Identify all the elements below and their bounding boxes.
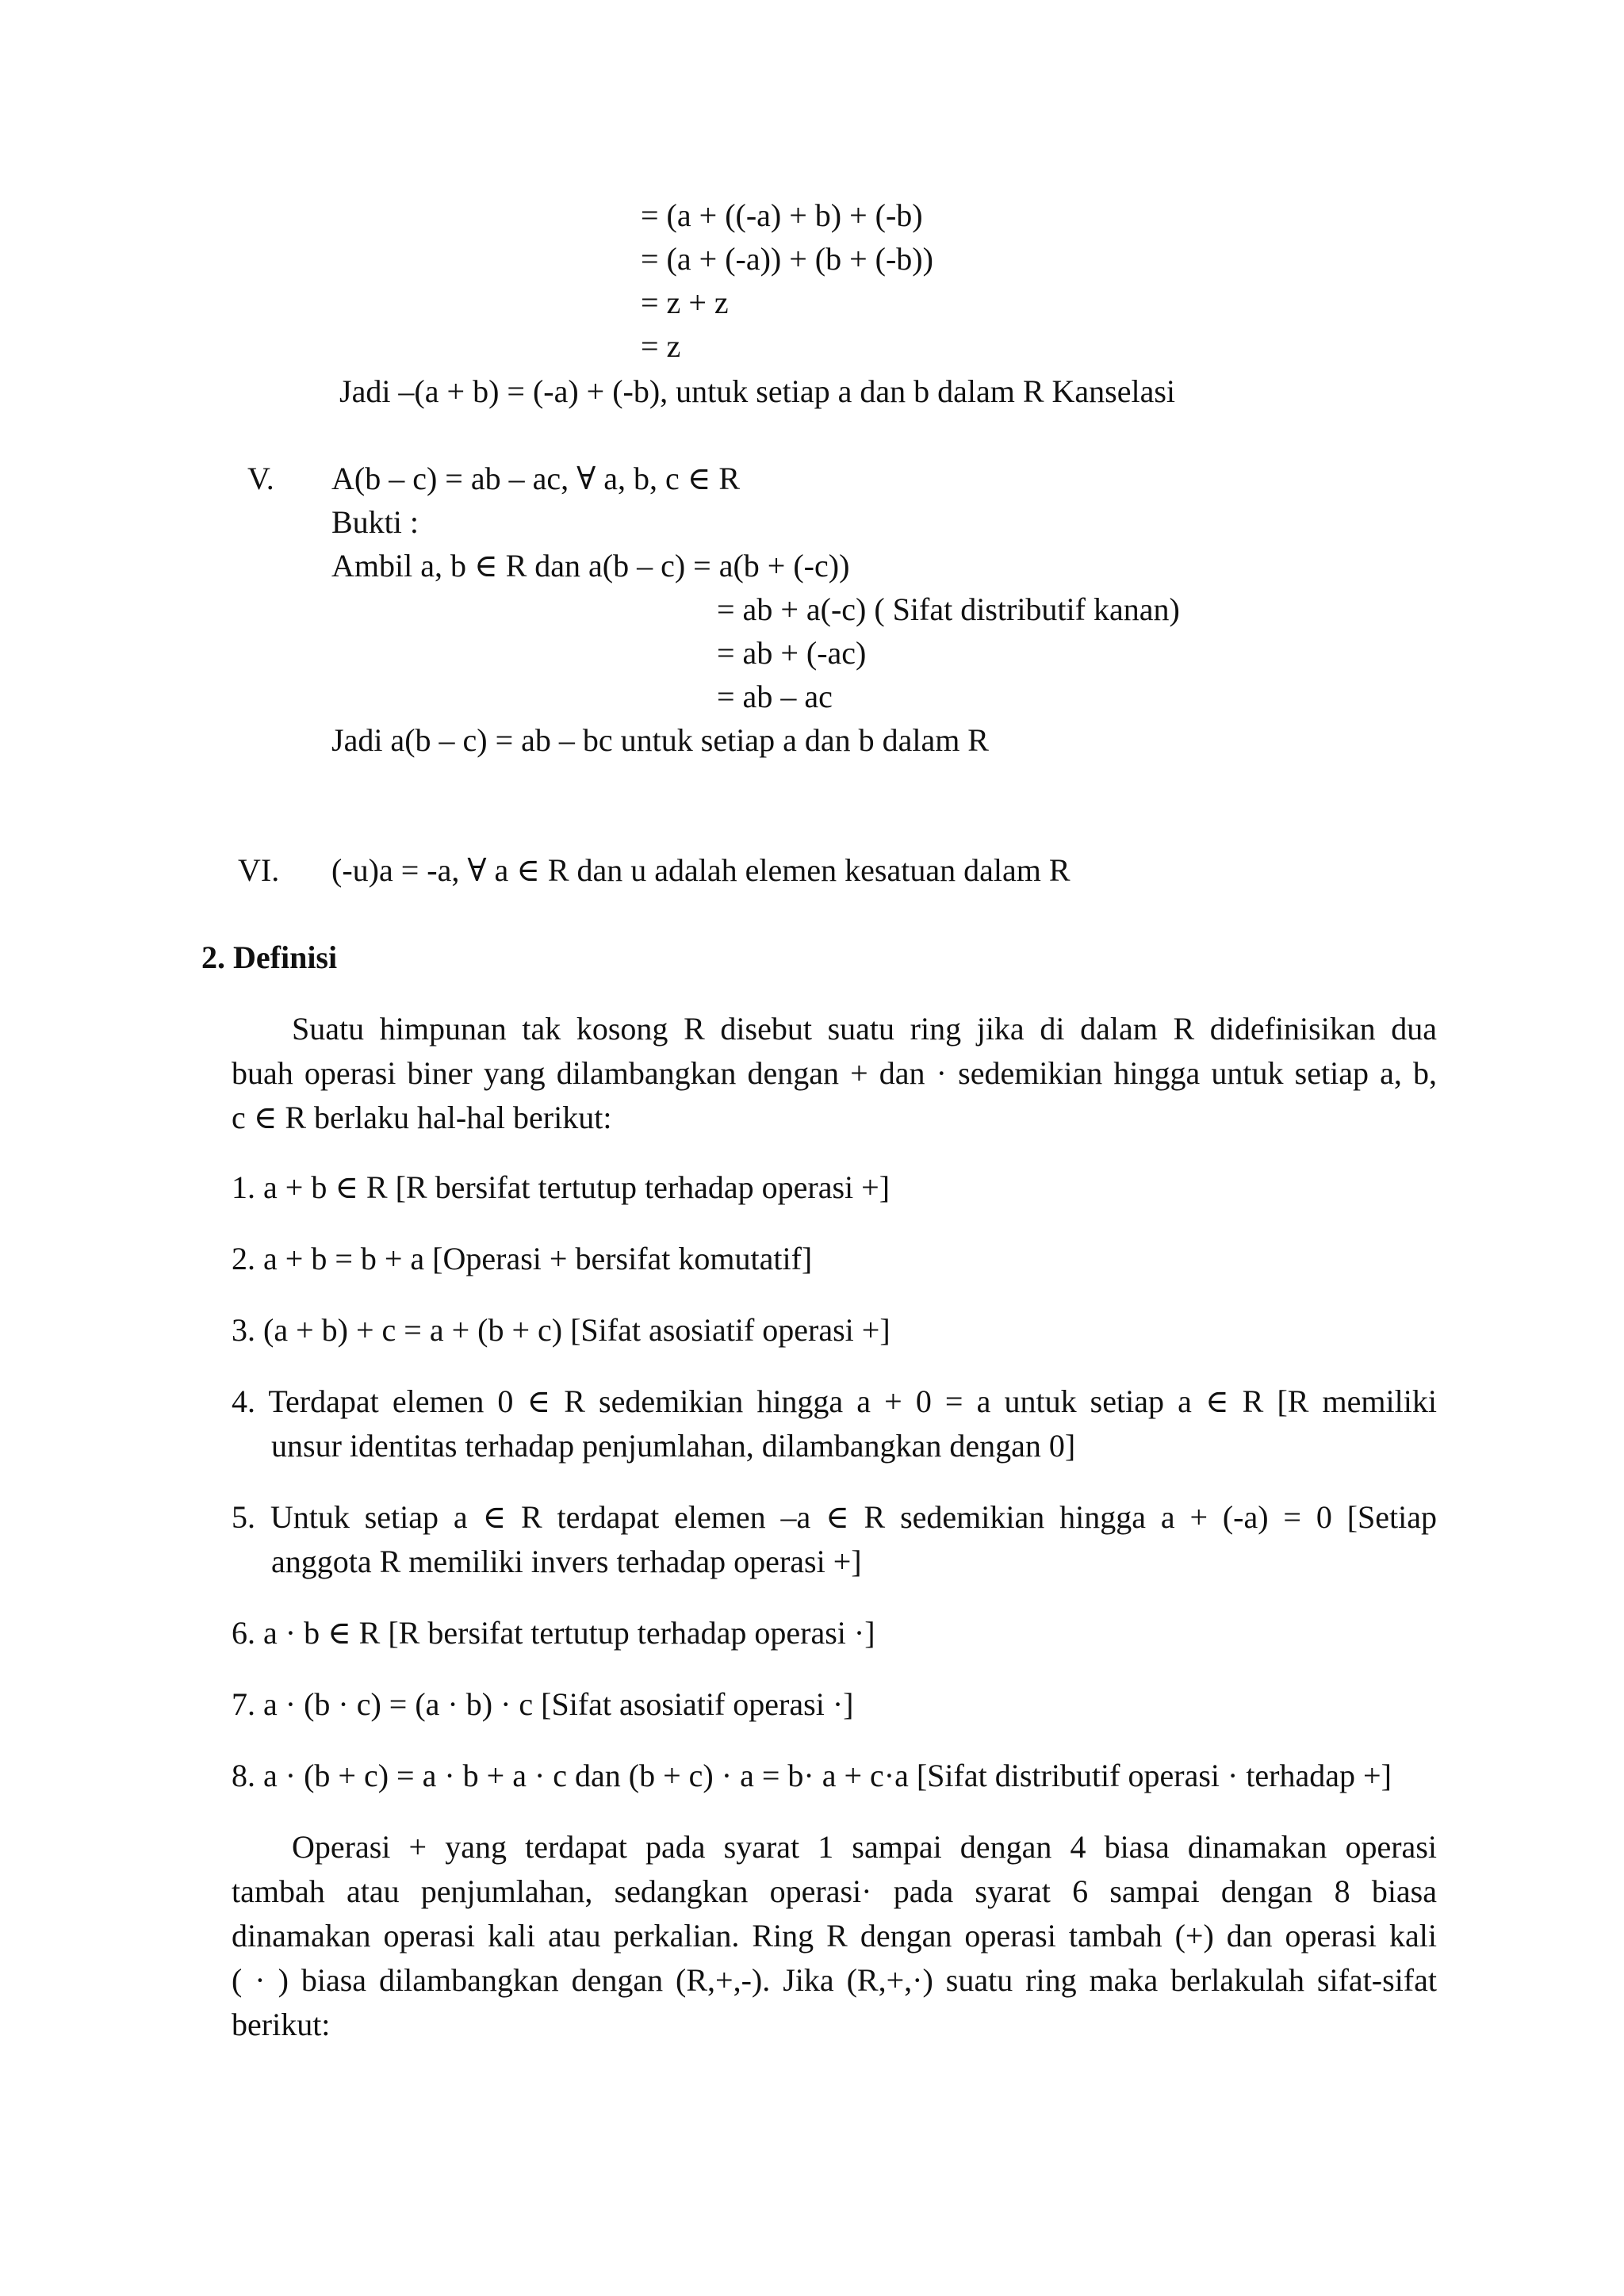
- theorem-vi-numeral: VI.: [238, 852, 280, 888]
- axiom-3: 3. (a + b) + c = a + (b + c) [Sifat asosiatif operasi +]: [232, 1312, 891, 1348]
- axiom-7: 7. a · (b · c) = (a · b) · c [Sifat asosiatif operasi ·]: [232, 1686, 854, 1722]
- theorem-v-step-2: = ab + (-ac): [717, 635, 867, 671]
- intro-line-2: buah operasi biner yang dilambangkan dengan + dan · sedemikian hingga untuk setiap a, b,: [232, 1055, 1437, 1091]
- closing-line-3: dinamakan operasi kali atau perkalian. Ring R dengan operasi tambah (+) dan operasi kali: [232, 1918, 1437, 1954]
- axiom-5-line-1: 5. Untuk setiap a ∈ R terdapat elemen –a ∈ R sedemikian hingga a + (-a) = 0 [Setiap: [232, 1499, 1437, 1535]
- axiom-8: 8. a · (b + c) = a · b + a · c dan (b + c) · a = b· a + c·a [Sifat distributif operasi · terhadap +]: [232, 1758, 1392, 1793]
- theorem-vi-statement: (-u)a = -a, ∀ a ∈ R dan u adalah elemen kesatuan dalam R: [331, 852, 1071, 888]
- intro-line-3: c ∈ R berlaku hal-hal berikut:: [232, 1100, 612, 1135]
- proof-iv-step-4: = z: [641, 328, 681, 364]
- theorem-v-proof-label: Bukti :: [331, 504, 419, 540]
- theorem-v-statement: A(b – c) = ab – ac, ∀ a, b, c ∈ R: [331, 461, 741, 496]
- closing-line-4: ( · ) biasa dilambangkan dengan (R,+,-). Jika (R,+,·) suatu ring maka berlakulah sifat-sifat: [232, 1962, 1437, 1998]
- closing-line-2: tambah atau penjumlahan, sedangkan operasi· pada syarat 6 sampai dengan 8 biasa: [232, 1873, 1437, 1909]
- axiom-1: 1. a + b ∈ R [R bersifat tertutup terhadap operasi +]: [232, 1169, 891, 1205]
- proof-iv-step-1: = (a + ((-a) + b) + (-b): [641, 197, 923, 233]
- closing-line-1: Operasi + yang terdapat pada syarat 1 sampai dengan 4 biasa dinamakan operasi: [292, 1829, 1437, 1865]
- axiom-4-line-2: unsur identitas terhadap penjumlahan, dilambangkan dengan 0]: [271, 1428, 1076, 1464]
- section-2-heading: 2. Definisi: [201, 939, 338, 975]
- axiom-5-line-2: anggota R memiliki invers terhadap operasi +]: [271, 1544, 862, 1579]
- theorem-v-first-step: Ambil a, b ∈ R dan a(b – c) = a(b + (-c)): [331, 548, 850, 584]
- closing-line-5: berikut:: [232, 2007, 331, 2042]
- proof-iv-step-3: = z + z: [641, 285, 729, 320]
- theorem-v-numeral: V.: [247, 461, 274, 496]
- theorem-v-step-3: = ab – ac: [717, 679, 833, 714]
- axiom-4-line-1: 4. Terdapat elemen 0 ∈ R sedemikian hingga a + 0 = a untuk setiap a ∈ R [R memiliki: [232, 1383, 1437, 1419]
- theorem-v-conclusion: Jadi a(b – c) = ab – bc untuk setiap a dan b dalam R: [331, 722, 989, 758]
- intro-line-1: Suatu himpunan tak kosong R disebut suatu ring jika di dalam R didefinisikan dua: [292, 1011, 1437, 1047]
- theorem-v-step-1: = ab + a(-c) ( Sifat distributif kanan): [717, 591, 1180, 627]
- proof-iv-conclusion: Jadi –(a + b) = (-a) + (-b), untuk setiap a dan b dalam R Kanselasi: [339, 373, 1176, 409]
- axiom-2: 2. a + b = b + a [Operasi + bersifat komutatif]: [232, 1241, 813, 1276]
- axiom-6: 6. a · b ∈ R [R bersifat tertutup terhadap operasi ·]: [232, 1615, 875, 1651]
- proof-iv-step-2: = (a + (-a)) + (b + (-b)): [641, 241, 933, 277]
